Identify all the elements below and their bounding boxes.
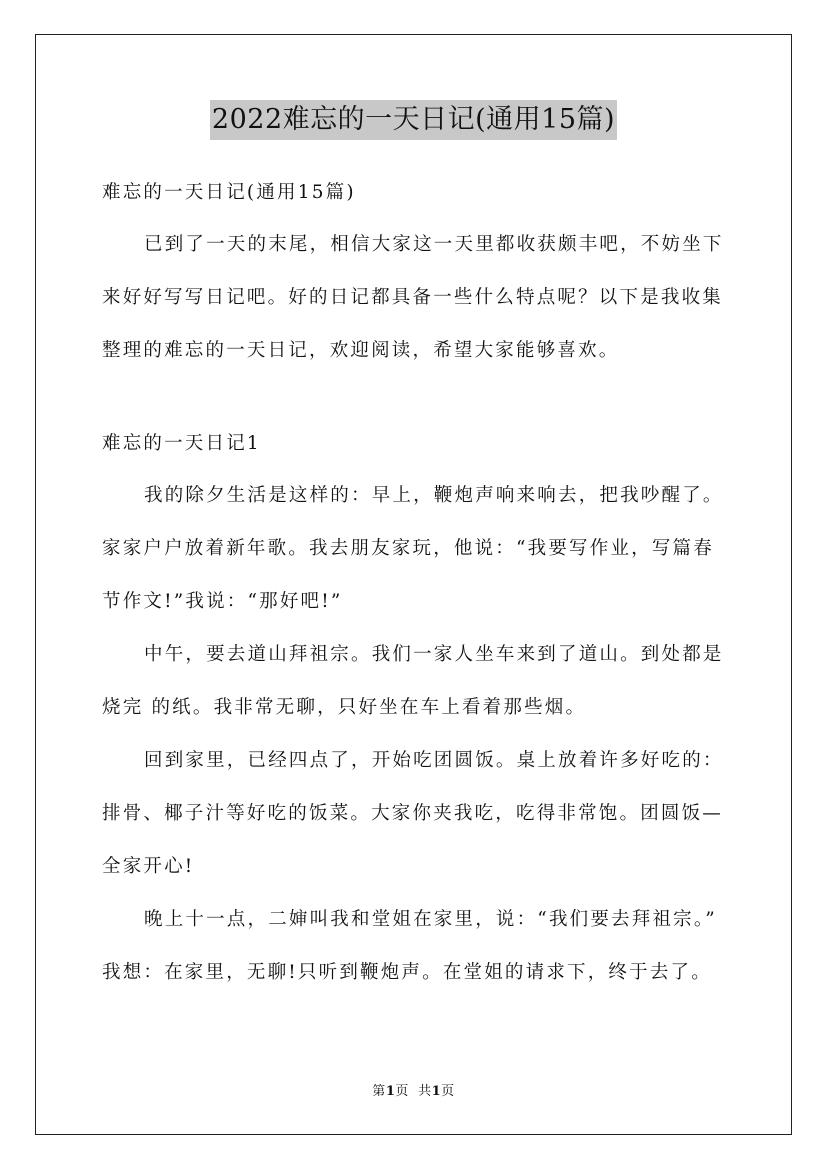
page-total: 1 bbox=[431, 1084, 442, 1099]
section-heading: 难忘的一天日记1 bbox=[102, 433, 261, 454]
paragraph-line: 烧完 的纸。我非常无聊，只好坐在车上看着那些烟。 bbox=[102, 697, 587, 718]
page-mid: 页 共 bbox=[395, 1084, 432, 1099]
paragraph bbox=[102, 476, 732, 622]
paragraph-line: 全家开心! bbox=[102, 856, 195, 877]
page-current: 1 bbox=[385, 1084, 396, 1099]
document-subtitle: 难忘的一天日记(通用15篇) bbox=[102, 182, 356, 203]
paragraph bbox=[102, 900, 732, 993]
paragraph-line: 中午，要去道山拜祖宗。我们一家人坐车来到了道山。到处都是 bbox=[144, 644, 724, 665]
paragraph-line: 我想：在家里，无聊!只听到鞭炮声。在堂姐的请求下，终于去了。 bbox=[102, 962, 712, 983]
intro-line: 已到了一天的末尾，相信大家这一天里都收获颇丰吧，不妨坐下 bbox=[144, 234, 724, 255]
paragraph-line: 节作文!”我说：“那好吧!” bbox=[102, 591, 343, 612]
paragraph bbox=[102, 635, 732, 728]
paragraph-line: 回到家里，已经四点了，开始吃团圆饭。桌上放着许多好吃的： bbox=[144, 750, 724, 771]
page-suffix: 页 bbox=[441, 1084, 455, 1099]
paragraph-line: 我的除夕生活是这样的：早上，鞭炮声响来响去，把我吵醒了。 bbox=[144, 485, 724, 506]
document-title: 2022难忘的一天日记(通用15篇) bbox=[210, 100, 617, 140]
paragraph-line: 晚上十一点，二婶叫我和堂姐在家里，说：“我们要去拜祖宗。” bbox=[144, 909, 717, 930]
intro-line: 来好好写写日记吧。好的日记都具备一些什么特点呢？以下是我收集 bbox=[102, 287, 724, 308]
intro-line: 整理的难忘的一天日记，欢迎阅读，希望大家能够喜欢。 bbox=[102, 340, 620, 361]
page-prefix: 第 bbox=[372, 1084, 386, 1099]
document-body bbox=[102, 173, 732, 993]
paragraph-line: 排骨、椰子汁等好吃的饭菜。大家你夹我吃，吃得非常饱。团圆饭— bbox=[102, 803, 724, 824]
paragraph bbox=[102, 741, 732, 887]
paragraph-line: 家家户户放着新年歌。我去朋友家玩，他说：“我要写作业，写篇春 bbox=[102, 538, 714, 559]
intro-paragraph bbox=[102, 225, 732, 371]
page-footer bbox=[0, 1082, 827, 1102]
title-container bbox=[0, 100, 827, 140]
